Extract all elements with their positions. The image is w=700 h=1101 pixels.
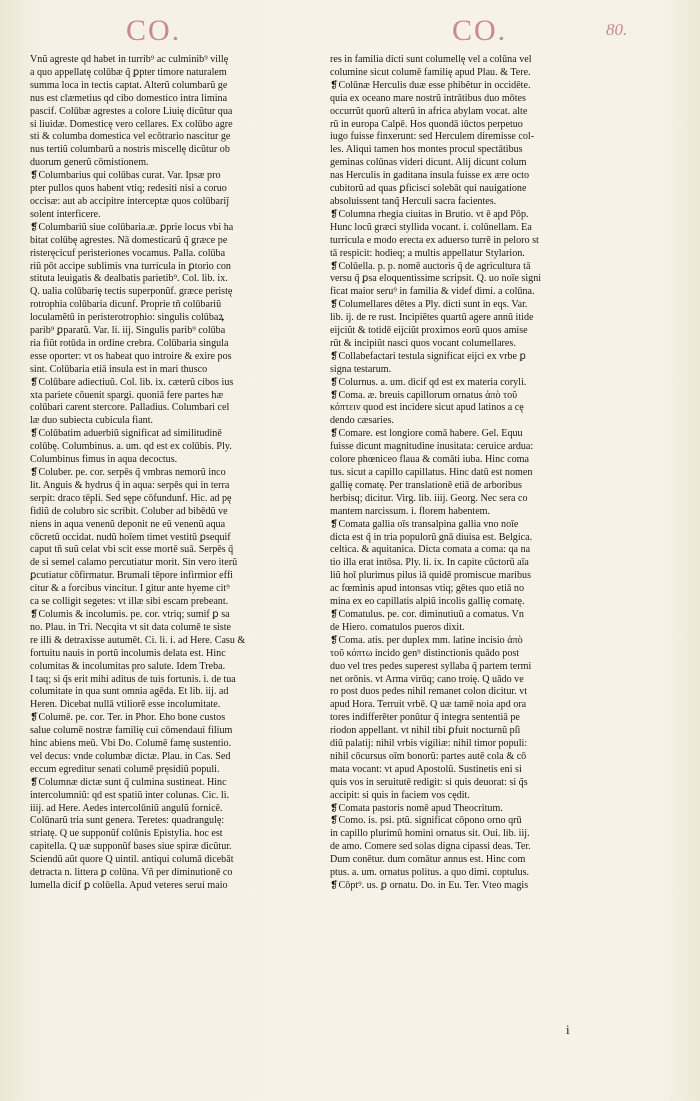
text-line: ❡Columellares dētes a Ply. dicti sunt in eqs. Var. (330, 299, 528, 311)
text-line: ria fiũt rotūda in ordine crebra. Colūbaria singula (30, 337, 229, 349)
text-line: ❡Coluber. pe. cor. serpēs q̃ vmbras nemorũ inco (30, 467, 226, 478)
text-line: nus est clæmetius qd cibo domestico intra limina (30, 92, 228, 104)
text-line: capitella. Q uæ supponũf bases siue spiræ dicũtur. (30, 841, 232, 853)
text-line: ptus. a. um. ornatus politus. a quo dimi. coptulus. (330, 867, 530, 879)
text-line: de si semel calamo percutiatur morit. Sin vero iterũ (30, 557, 238, 569)
text-line: fortuitu nauis in portũ incolumis delata est. Hinc (30, 647, 226, 659)
text-line: colūbę. Columbinus. a. um. qd est ex colūbis. Ply. (30, 441, 232, 453)
text-line: lib. ij. de re rust. Incipiētes quartũ agere annũ itide (330, 312, 534, 324)
folio-number: 80. (606, 20, 628, 39)
text-line: rũ in europa Calpē. Hos quondā iūctos perpetuo (330, 118, 523, 130)
text-line: nihil cōcursus oīm bonorũ: partes autē cola & cō (330, 750, 527, 762)
text-line: Heren. Dicebat nullā vtiliorē esse incolumitate. (30, 699, 221, 711)
running-head-right: CO. (452, 14, 508, 47)
text-line: ❡Colūbare adiectiuũ. Col. lib. ix. cæterũ cibos ius (30, 376, 234, 388)
text-line: sti & columba domestica vel ecōtrario nascitur ge (30, 131, 231, 143)
text-line: Vnũ agreste qd habet in turrib⁹ ac culminib⁹ villę (30, 54, 229, 65)
text-line: lit. Anguis & hydrus q̃ in aqua: serpēs qui in terra (30, 479, 230, 491)
text-line: rotrophia colūbaria dicunf. Proprie tñ colūbariũ (30, 299, 222, 311)
text-line: sint. Colūbaria etiā insula est in mari thusco (30, 363, 208, 375)
text-line: eccum egreditur senati columē pręsidiũ populi. (30, 763, 220, 775)
text-line: mina ex eo capillatis alpiũ incolis gallię comatę. (330, 596, 525, 608)
text-line: tus. sicut a capillo capillatus. Hinc datū est nomen (330, 467, 533, 478)
text-line: de Hiero. comatulos pueros dixit. (330, 621, 465, 633)
text-line: ❡Coma. æ. breuis capillorum ornatus ἀπὸ τοῦ (330, 389, 518, 401)
text-line: celtica. & aquitanica. Dicta comata a coma: qa na (330, 544, 531, 556)
text-line: detracta n. littera ꝑ colūna. Vñ per diminutionē co (30, 867, 233, 879)
text-line: accipit: si quis in faciem vos cędit. (330, 789, 470, 801)
text-line: ❡Columna rhegia ciuitas in Brutio. vt ē apd Pōp. (330, 208, 529, 220)
text-line: summa loca in tectis captat. Alterũ columbarũ ge (30, 79, 228, 91)
text-line: ac fœminis apud intonsas vtiq; gētes quo etiā no (330, 583, 524, 595)
text-line: I taq; si q̃s erit mihi aditus de tuis fortunis. i. de tua (30, 673, 236, 685)
text-line: occurrũt quorũ alterũ in africa abylam vocat. alte (330, 105, 528, 117)
text-line: intercolumniũ: qd est spatiũ inter colunas. Cic. li. (30, 789, 230, 801)
text-line: dendo cæsaries. (330, 415, 394, 427)
text-line: stituta leuigatis & dealbatis parietib⁹. Col. lib. ix. (30, 273, 228, 285)
text-line: absoluissent tanq̃ Herculi sacra facientes. (330, 195, 497, 207)
text-line: mata vocant: vt apud Apostolũ. Sustinetis eni si (330, 763, 522, 775)
text-line: hinc abiens meũ. Vbi Do. Columē famę sustentio. (30, 738, 232, 750)
text-line: fidiũ de colubro sic scribit. Coluber ad bibēdũ ve (30, 505, 228, 517)
text-line: bitat colūbę agrestes. Nā domesticarũ q̃ græce pe (30, 234, 228, 246)
text-line: iugo fuisse finxerunt: sed Herculem diremisse col- (330, 131, 535, 143)
text-line: turricula e modo erecta ex aduerso turrē in peloro st (330, 234, 539, 246)
text-line: loculamẽtũ in peristerotrophio: singulis colūbaꝝ (30, 312, 225, 324)
text-line: riũ pōt accipe sublimis vna turricula in ꝑtorio con (30, 260, 231, 272)
text-line: colūbari carent stercore. Palladius. Columbari cel (30, 402, 230, 414)
right-text-column (330, 54, 620, 893)
text-line: κόπτειν quod est incidere sicut apud latinos a cę (330, 402, 524, 414)
left-text-column (30, 54, 306, 893)
text-line: a quo appellatę colūbæ q̃ ꝑpter timore naturalem (30, 66, 227, 78)
text-line: columitas & incolumitas pro salute. Idem Treba. (30, 660, 226, 672)
text-line: citur & a forcibus vincitur. I gitur ante hyeme cit⁹ (30, 583, 230, 595)
text-line: eijciũt & totidē eijciũt proximos eorũ quos amise (330, 325, 528, 337)
text-line: xta pariete cōuenit spargi. quoniā fere partes hæ (30, 389, 224, 401)
text-line: cōcretũ occidat. nudũ hoīem timet vestitũ ꝑsequif (30, 531, 231, 543)
text-line: serpit: draco tēpli. Sed sępe cōfundunf. Hic. ad pę (30, 492, 232, 504)
text-line: duo vel tres pedes superest syllaba q̃ partem termi (330, 660, 532, 672)
text-line: τοῦ κόπτω incido gen⁹ distinctionis quādo post (330, 647, 520, 659)
text-line: gallię comatę. Per translationē etiā de arboribus (330, 479, 522, 491)
text-line: ❡Comata pastoris nomē apud Theocritum. (330, 802, 503, 814)
text-line: res in familia dicti sunt columellę vel a colūna vel (330, 54, 532, 65)
text-line: ❡Columbarius qui colūbas curat. Var. Ipsæ pro (30, 170, 221, 182)
text-line: ❡Cōpt⁹. us. ꝑ ornatu. Do. in Eu. Ter. Vteo magis (330, 880, 529, 891)
text-line: ❡Como. is. psi. ptũ. significat cōpono orno qrū (330, 815, 522, 827)
text-line: ꝑcutiatur cōfirmatur. Brumali tēpore infirmior effi (30, 570, 233, 582)
text-line: tā respicit: hodieq; a multis appellatur Stylarion. (330, 247, 525, 259)
text-line: pter pullos quos habent vtiq; redesiti nisi a coruo (30, 183, 227, 195)
text-line: si liuidæ. Domesticę vero cellares. Ex colūbo agre (30, 118, 233, 130)
text-line: nus tertiũ columbarũ a nostris miscellę dicũtur ob (30, 144, 230, 156)
text-line: fuisse dicunt magnitudine inusitata: ceruice ardua: (330, 441, 534, 453)
text-line: signa testarum. (330, 363, 392, 375)
signature-mark: i (566, 1022, 570, 1037)
text-line: ❡Comatulus. pe. cor. diminutiuũ a comatus. Vn (330, 608, 524, 620)
text-line: apud Hora. Terruit vrbē. Q uæ tamē noia apd ora (330, 699, 527, 711)
text-line: ❡Comata gallia oīs transalpina gallia vno noīe (330, 518, 519, 530)
text-line: nas Herculis in gaditana insula fuisse ex ære octo (330, 170, 530, 182)
text-line: liũ hoī plurimus pilus iā quidē promiscue maribus (330, 570, 532, 582)
text-line: colore phœniceo flaua & comāti iuba. Hinc coma (330, 454, 529, 466)
text-line: salue columē nostræ familię cui cōmendaui filium (30, 725, 233, 737)
text-line: versu q̃ ꝑsa eloquentissime scripsit. Q. uo noīe signi (330, 273, 542, 285)
text-line: ❡Columē. pe. cor. Ter. in Phor. Eho bone custos (30, 712, 226, 724)
text-line: diũ palatij: nihil vrbis vigiliæ: nihil timor populi: (330, 738, 528, 750)
text-line: pascif. Colūbæ agrestes a colore Liuię dicũtur qua (30, 105, 233, 117)
text-line: in capillo plurimũ homini ornatus sit. Oui. lib. iij. (330, 828, 530, 840)
text-line: riodon appellant. vt nihil tibi ꝑfuit nocturnũ pſi (330, 725, 521, 737)
text-line: esse oporter: vt os habeat quo introire & exire pos (30, 350, 232, 362)
text-line: dicta est q̃ in tria populorũ gnā diuisa est. Belgica. (330, 531, 533, 543)
text-line: ficat maior seru⁹ in familia & videf dimi. a colūna. (330, 286, 535, 298)
text-line: solent interficere. (30, 208, 101, 220)
text-line: vel decus: vnde columbæ dictæ. Plau. in Cas. Sed (30, 750, 231, 762)
text-line: no. Plau. in Tri. Necqita vt sit data columē te siste (30, 621, 232, 633)
text-line: niens in aqua venenũ deponit ne eũ venenũ aqua (30, 518, 226, 530)
text-line: re illi & detraxisse autumēt. Ci. li. i. ad Here. Casu & (30, 634, 246, 646)
text-line: risteręcicuf peristeriones vocamus. Palla. colūba (30, 247, 226, 259)
text-line: ca se colligit segetes: vt illæ sibi escam prebeant. (30, 596, 229, 608)
text-line: caput tñ suũ celat vbi scit esse mortē suā. Serpēs q̃ (30, 544, 234, 556)
text-line: ❡Colūnæ Herculis duæ esse phibẽtur in occidēte. (330, 79, 531, 91)
text-line: striatę. Q ue supponũf colūnis Epistylia. hoc est (30, 828, 223, 840)
text-line: Columbinus fimus in aqua decoctus. (30, 454, 178, 466)
text-line: quis vos in seruitutē redigit: si quis deuorat: si q̃s (330, 776, 528, 788)
text-line: ❡Coma. atis. per duplex mm. latine incisio ἀπὸ (330, 634, 523, 646)
text-line: læ duo subiecta cubicula fiant. (30, 415, 154, 427)
text-line: cubitorũ ad quas ꝑficisci solebāt qui nauigatione (330, 183, 527, 195)
text-line: ❡Comare. est longiore comā habere. Gel. Equu (330, 428, 523, 440)
running-head-left: CO. (126, 14, 182, 47)
text-line: de amo. Comere sed solas digna cipassi deas. Ter. (330, 841, 531, 853)
text-line: Hunc locũ græci styllida vocant. i. colūnellam. Ea (330, 221, 532, 233)
text-line: iiij. ad Here. Aedes intercolūniũ angulũ fornicē. (30, 802, 223, 814)
text-line: tores indifferēter ponũtur q̃ integra sententiā pe (330, 712, 520, 724)
text-line: ❡Columis & incolumis. pe. cor. vtriq; sumif ꝑ sa (30, 608, 230, 620)
text-line: ❡Columbariũ siue colūbaria.æ. ꝑprie locus vbi ha (30, 221, 234, 233)
text-line: mantem narcissum. i. florem habentem. (330, 505, 491, 517)
text-line: Dum conētur. dum comātur annus est. Hinc com (330, 854, 526, 866)
text-line: geminas colūnas videri dicunt. Alij dicunt colum (330, 157, 527, 169)
text-line: ❡Colurnus. a. um. dicif qd est ex materia coryli. (330, 376, 527, 388)
text-line: quia ex oceano mare nostrũ intrātibus duo mōtes (330, 92, 526, 104)
text-line: Colūnarũ tria sunt genera. Teretes: quadrangulę: (30, 815, 225, 827)
text-line: net orōnis. vt Arma virūq; cano troię. Q uādo ve (330, 673, 524, 685)
text-line: columitate in qua sunt omnia agēda. Et lib. iij. ad (30, 686, 229, 698)
text-line: herbisq; dicitur. Virg. lib. iiij. Georg. Nec sera co (330, 492, 528, 504)
text-line: parib⁹ ꝑparatũ. Var. li. iij. Singulis parib⁹ colūba (30, 325, 226, 337)
text-line: rũt & incipiũt nasci quos vocant columellares. (330, 337, 516, 349)
text-line: les. Aliqui tamen hos montes procul spectātibus (330, 144, 523, 156)
text-line: duorum generũ cōmistionem. (30, 157, 149, 169)
text-line: tio illa erat intōsa. Ply. li. ix. In capite cūctorũ aīa (330, 557, 529, 569)
text-line: ❡Colūbatim aduerbiũ significat ad similitudinē (30, 428, 222, 440)
text-line: ❡Columnæ dictæ sunt q̃ culmina sustineat. Hinc (30, 776, 227, 788)
text-line: columine sicut columē familię apud Plau. & Tere. (330, 66, 531, 78)
text-line: Q. ualia colūbariȩ tectis superponũf. græce peristę (30, 286, 233, 298)
text-line: occisæ: aut ab accipitre interceptæ quos colūbariĵ (30, 195, 230, 207)
text-line: lumella dicif ꝑ colūella. Apud veteres serui maio (30, 880, 228, 891)
text-line: ro post duos pedes nihil remanet colon dicitur. vt (330, 686, 528, 698)
text-line: Sciendũ aũt quore Q uintil. antiqui columā dicebāt (30, 854, 234, 866)
text-line: ❡Colūella. p. p. nomē auctoris q̃ de agricultura tā (330, 260, 531, 272)
text-line: ❡Collabefactari testula significat eijci ex vrbe ꝑ (330, 350, 526, 362)
